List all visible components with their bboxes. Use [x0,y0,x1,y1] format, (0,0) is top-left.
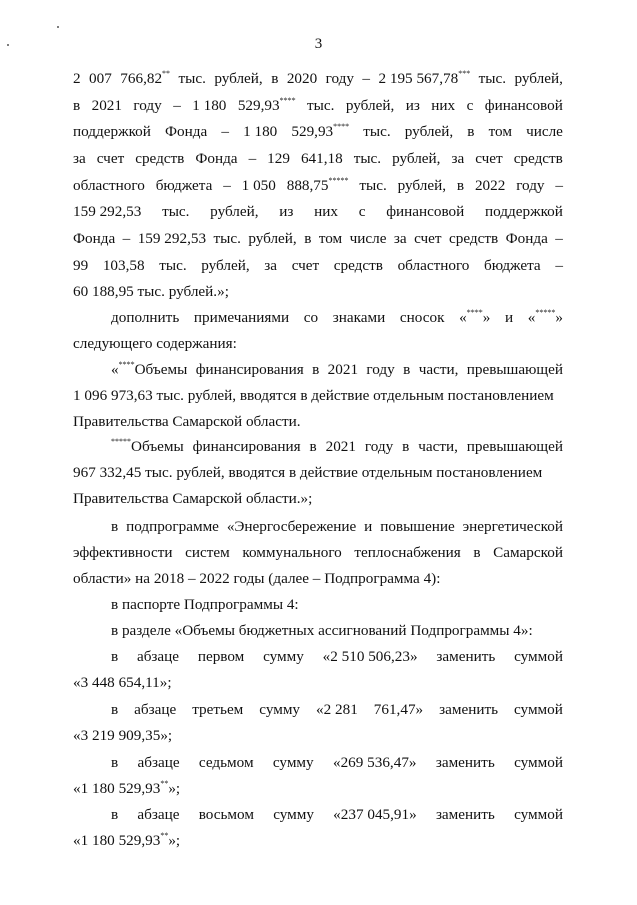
text-line [111,595,563,615]
text-word: 967 332,45 тыс. рублей, вводятся в действие отдельным постановлением [73,464,543,481]
text-word: поддержкой [485,203,563,220]
text-word: 129 [267,150,290,167]
text-word: средств [333,257,383,274]
text-word: финансирования [192,438,301,455]
text-word: рублей, [514,70,563,87]
text-word: Фонда [73,230,116,247]
text-word: областного [73,177,145,194]
text-word: в [403,361,411,378]
text-word: 2021 [327,361,359,378]
text-word: «1 180 529,93**»; [73,831,181,849]
text-word: – [173,97,181,114]
text-word: Правительства Самарской области. [73,413,301,430]
text-word: рублей, [210,203,259,220]
text-line [111,700,563,720]
text-line [111,621,563,641]
text-word: году [364,438,394,455]
text-word: «****Объемы [111,360,188,378]
text-word: 1 180 [243,123,278,140]
text-word: «2 510 506,23» [322,648,418,665]
text-word: «2 281 [316,701,358,718]
text-line [73,202,563,222]
text-word: сумму [263,648,304,665]
text-word: 766,82** [120,69,171,87]
text-line [73,412,563,432]
text-word: в [304,230,312,247]
text-word: с [358,203,366,220]
text-word: рублей, [214,70,263,87]
text-word: теплоснабжения [354,544,461,561]
text-line [111,360,563,380]
text-word: с [466,97,474,114]
text-word: суммой [514,806,563,823]
text-word: 159 292,53 [137,230,207,247]
text-word: заменить [435,754,495,771]
page-number: 3 [314,36,323,52]
text-word: тыс. [478,70,507,87]
text-line [73,122,563,142]
text-word: сумму [272,754,314,771]
text-word: 2022 [474,177,506,194]
text-line [73,569,563,589]
text-word: году [366,361,395,378]
text-word: *****Объемы [111,437,184,455]
text-word: в паспорте Подпрограммы 4: [111,596,299,613]
text-word: дополнить [111,309,180,326]
text-word: 2 195 567,78*** [378,69,471,87]
text-word: Фонда [195,150,238,167]
text-line [73,334,563,354]
text-word: в [309,438,317,455]
text-word: тыс. [178,70,206,87]
text-word: «Энергосбережение [226,518,357,535]
text-line [111,308,563,328]
text-line [73,543,563,563]
text-word: рублей, [248,230,297,247]
text-word: средств [449,230,499,247]
text-word: 2021 [91,97,122,114]
text-word: году [516,177,545,194]
text-word: – [122,230,131,247]
text-word: – [555,230,563,247]
text-word: заменить [439,701,499,718]
text-line [73,463,563,483]
text-line [73,779,563,799]
text-line [73,229,563,249]
text-word: них [314,203,338,220]
text-word: 1 180 [192,97,227,114]
text-word: поддержкой [73,123,151,140]
text-word: финансирования [195,361,304,378]
text-word: рублей, [404,123,454,140]
text-word: счет [414,230,442,247]
text-word: энергетической [462,518,563,535]
text-word: 007 [89,70,112,87]
text-word: превышающей [466,361,563,378]
text-word: первом [197,648,245,665]
text-word: третьем [192,701,244,718]
text-word: знаками [332,309,386,326]
text-word: – [221,123,229,140]
text-word: счет [475,150,503,167]
text-word: сумму [259,701,301,718]
text-word: рублей, [201,257,250,274]
text-line [73,282,563,302]
text-word: бюджета [484,257,541,274]
text-word: 159 292,53 [73,203,142,220]
text-word: из [405,97,420,114]
text-word: «269 536,47» [332,754,417,771]
text-word: – [555,177,563,194]
text-word: заменить [435,806,495,823]
text-word: Фонда [505,230,548,247]
text-word: абзаце [134,701,177,718]
text-word: числе [526,123,563,140]
text-word: 641,18 [300,150,343,167]
text-word: году [133,97,162,114]
text-word: части, [418,438,458,455]
text-word: 529,93**** [237,96,296,114]
text-word: со [303,309,319,326]
text-word: в [473,544,481,561]
text-word: «3 219 909,35»; [73,727,173,744]
text-word: 761,47» [373,701,424,718]
text-word: тыс. [353,150,382,167]
text-word: за [73,150,86,167]
text-word: эффективности [73,544,173,561]
text-word: счет [96,150,125,167]
text-word: из [279,203,294,220]
text-word: счет [291,257,320,274]
text-word: суммой [514,701,563,718]
scan-speck [57,26,59,28]
text-word: 60 188,95 тыс. рублей.»; [73,283,229,300]
text-word: бюджета [155,177,213,194]
text-line [73,489,563,509]
text-line [111,805,563,825]
text-word: области» на 2018 – 2022 годы (далее – Подпрограмма 4): [73,570,441,587]
text-word: рублей, [397,177,447,194]
text-word: суммой [514,648,563,665]
text-word: тыс. [359,177,387,194]
text-line [111,647,563,667]
text-word: – [362,70,371,87]
text-word: примечаниями [193,309,290,326]
text-word: части, [418,361,459,378]
text-word: и [364,518,373,535]
text-word: 2 [73,70,81,87]
text-line [73,386,563,406]
text-line [73,69,563,89]
text-word: том [488,123,512,140]
text-word: следующего содержания: [73,335,237,352]
text-word: сумму [273,806,314,823]
text-line [111,753,563,773]
text-word: 1 096 973,63 тыс. рублей, вводятся в действие отдельным постановлением [73,387,554,404]
text-word: Самарской [493,544,563,561]
text-word: в [73,97,81,114]
text-word: 99 [73,257,89,274]
text-word: и [504,309,514,326]
text-word: в [467,123,475,140]
text-word: «1 180 529,93**»; [73,779,181,797]
text-word: году [325,70,354,87]
text-word: областного [397,257,470,274]
text-word: рублей, [345,97,395,114]
text-word: тыс. [213,230,241,247]
text-word: суммой [514,754,563,771]
text-line [73,831,563,851]
text-word: Правительства Самарской области.»; [73,490,313,507]
text-word: в [111,648,119,665]
text-word: «*****» [527,308,563,326]
text-word: абзаце [137,806,180,823]
text-word: числе [349,230,387,247]
text-word: них [431,97,456,114]
text-line [73,256,563,276]
text-word: в [111,701,119,718]
text-word: «237 045,91» [333,806,417,823]
text-word: рублей, [392,150,441,167]
text-word: в [312,361,320,378]
text-word: «3 448 654,11»; [73,674,172,691]
text-word: коммунального [242,544,342,561]
text-word: в [456,177,465,194]
text-word: финансовой [484,97,563,114]
text-word: – [555,257,563,274]
text-word: сносок [399,309,445,326]
text-line [73,96,563,116]
text-line [111,517,563,537]
text-word: – [248,150,257,167]
text-word: за [264,257,278,274]
text-word: 2020 [286,70,318,87]
text-word: восьмом [198,806,254,823]
text-word: финансовой [386,203,465,220]
text-word: 1 050 [241,177,276,194]
text-word: превышающей [466,438,563,455]
text-word: тыс. [307,97,335,114]
text-word: в [111,518,119,535]
text-line [73,149,563,169]
text-word: в [111,806,119,823]
text-word: Фонда [165,123,208,140]
text-word: седьмом [198,754,254,771]
text-word: том [318,230,343,247]
text-word: абзаце [137,754,180,771]
text-word: в [402,438,410,455]
text-word: повышение [380,518,455,535]
text-word: за [451,150,465,167]
text-line [73,726,563,746]
text-line [73,176,563,196]
text-word: 2021 [325,438,356,455]
text-word: средств [135,150,185,167]
text-word: тыс. [162,203,190,220]
text-word: в [111,754,119,771]
text-line [73,673,563,693]
text-line [111,437,563,457]
text-word: 103,58 [102,257,145,274]
text-word: тыс. [363,123,391,140]
text-word: 888,75***** [286,176,349,194]
text-word: в [271,70,279,87]
text-word: тыс. [159,257,187,274]
text-word: за [393,230,407,247]
text-word: – [223,177,231,194]
text-word: систем [185,544,230,561]
text-word: 529,93**** [291,122,350,140]
text-word: «****» [459,308,491,326]
text-word: средств [513,150,563,167]
text-word: заменить [436,648,496,665]
text-word: подпрограмме [126,518,219,535]
text-word: в разделе «Объемы бюджетных ассигнований Подпрограммы 4»: [111,622,533,639]
text-word: абзаце [136,648,180,665]
